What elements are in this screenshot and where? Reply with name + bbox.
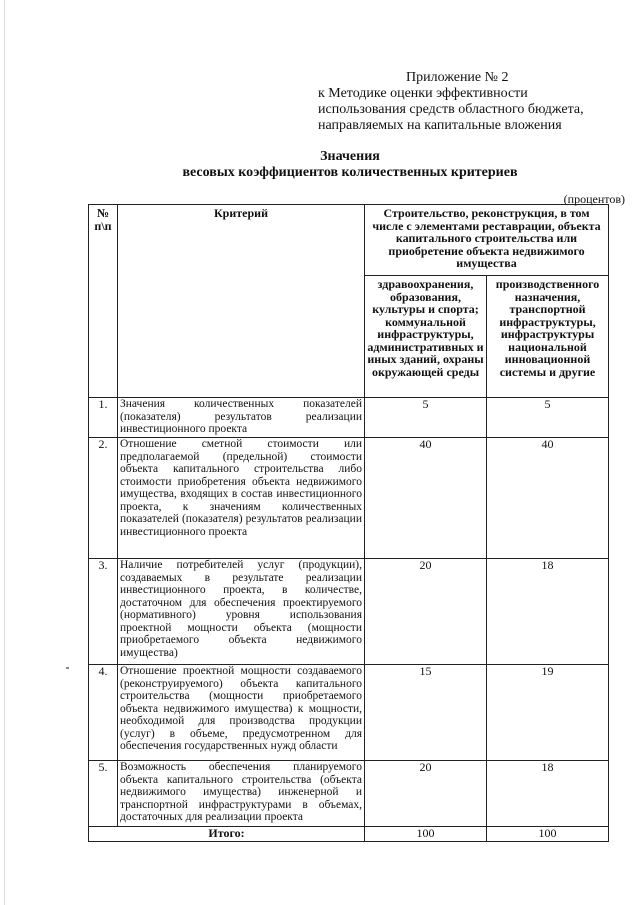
row-criterion: Отношение сметной стоимости или предполагаемой (предельной) стоимости объекта капитального строительства либо стоимости приобретения объекта недвижимого имущества, входящих в состав инвестиционного проекта, к значениям количественных показателей (показателя) результатов реализации инвестиционного проекта: [118, 438, 365, 559]
row-criterion: Отношение проектной мощности создаваемого (реконструируемого) объекта капитального строительства (мощности приобретаемого объекта недвижимого имущества) к мощности, необходимой для производства продукции (услуг) в объеме, предусмотренном для обеспечения государственных нужд области: [118, 665, 365, 761]
table-row: [89, 761, 609, 827]
subheader-col-2: производственного назначения, транспортной инфраструктуры, инфраструктуры национальной инновационной системы и другие: [487, 276, 609, 398]
subheader-col-1: здравоохранения, образования, культуры и спорта; коммунальной инфраструктуры, административных и иных зданий, охраны окружающей среды: [365, 276, 487, 398]
row-value-1: 15: [365, 665, 487, 761]
page-edge-line: [4, 0, 5, 905]
header-criterion: Критерий: [118, 205, 365, 398]
row-criterion: Возможность обеспечения планируемого объекта капитального строительства (объекта недвижимого имущества) инженерной и транспортной инфраструктурами в объемах, достаточных для реализации проекта: [118, 761, 365, 827]
appendix-line-3: направляемых на капитальные вложения: [318, 118, 562, 133]
header-row: [89, 205, 609, 276]
title-line-1: Значения: [320, 149, 380, 164]
row-value-1: 20: [365, 559, 487, 665]
row-num: 4.: [89, 665, 118, 761]
header-num: № п\п: [89, 205, 118, 398]
document-title: [100, 149, 600, 181]
appendix-block: [318, 70, 618, 134]
appendix-line-2: использования средств областного бюджета,: [318, 102, 584, 117]
row-value-2: 19: [487, 665, 609, 761]
table-row: [89, 559, 609, 665]
header-group: Строительство, реконструкция, в том числе с элементами реставрации, объекта капитального строительства или приобретение объекта недвижимого имущества: [365, 205, 609, 276]
appendix-line-1: к Методике оценки эффективности: [318, 86, 528, 101]
row-value-1: 20: [365, 761, 487, 827]
scan-speck: [66, 667, 69, 669]
total-value-1: 100: [365, 827, 487, 842]
total-label: Итого:: [89, 827, 365, 842]
row-criterion: Наличие потребителей услуг (продукции), создаваемых в результате реализации инвестиционного проекта, в количестве, достаточном для обеспечения проектируемого (нормативного) уровня использования проектной мощности объекта (мощности приобретаемого объекта недвижимого имущества): [118, 559, 365, 665]
row-num: 1.: [89, 398, 118, 438]
row-criterion: Значения количественных показателей (показателя) результатов реализации инвестиционного проекта: [118, 398, 365, 438]
appendix-title: Приложение № 2: [406, 70, 509, 85]
table-row: [89, 665, 609, 761]
total-row: [89, 827, 609, 842]
row-num: 3.: [89, 559, 118, 665]
row-num: 5.: [89, 761, 118, 827]
row-value-2: 18: [487, 761, 609, 827]
unit-note: (процентов): [563, 192, 625, 206]
table-row: [89, 398, 609, 438]
row-value-2: 5: [487, 398, 609, 438]
row-value-2: 18: [487, 559, 609, 665]
title-line-2: весовых коэффициентов количественных критериев: [182, 165, 518, 180]
row-value-1: 5: [365, 398, 487, 438]
row-num: 2.: [89, 438, 118, 559]
row-value-2: 40: [487, 438, 609, 559]
row-value-1: 40: [365, 438, 487, 559]
total-value-2: 100: [487, 827, 609, 842]
table-row: [89, 438, 609, 559]
criteria-table: [88, 204, 609, 842]
